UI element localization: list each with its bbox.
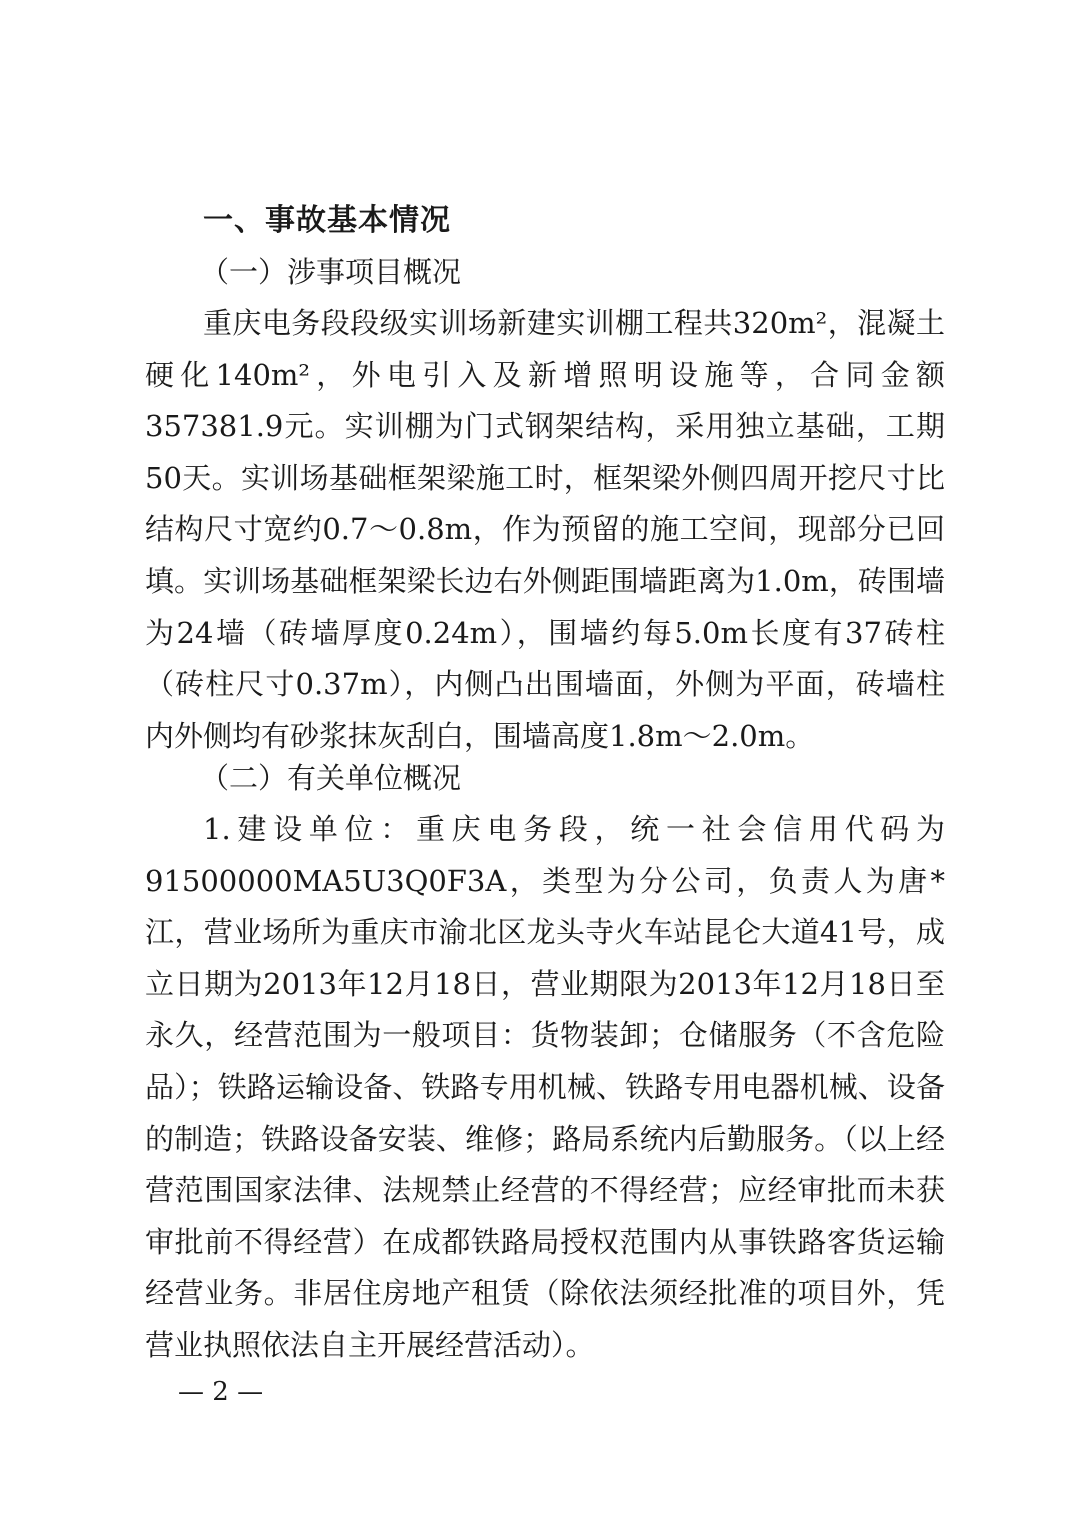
project-overview-paragraph: 重庆电务段段级实训场新建实训棚工程共320m²，混凝土硬化140m²，外电引入及新增照明设施等，合同金额357381.9元。实训棚为门式钢架结构，采用独立基础，工期50天。实训场基础框架梁施工时，框架梁外侧四周开挖尺寸比结构尺寸宽约0.7～0.8m，作为预留的施工空间，现部分已回填。实训场基础框架梁长边右外侧距围墙距离为1.0m，砖围墙为24墙（砖墙厚度0.24m），围墙约每5.0m长度有37砖柱（砖柱尺寸0.37m），内侧凸出围墙面，外侧为平面，砖墙柱内外侧均有砂浆抹灰刮白，围墙高度1.8m～2.0m。 bbox=[145, 306, 945, 753]
section-heading: 一、事故基本情况 bbox=[203, 203, 451, 238]
construction-unit-paragraph: 1.建设单位：重庆电务段，统一社会信用代码为91500000MA5U3Q0F3A，类型为分公司，负责人为唐*江，营业场所为重庆市渝北区龙头寺火车站昆仑大道41号，成立日期为2013年12月18日，营业期限为2013年12月18日至永久，经营范围为一般项目：货物装卸；仓储服务（不含危险品）；铁路运输设备、铁路专用机械、铁路专用电器机械、设备的制造；铁路设备安装、维修；路局系统内后勤服务。（以上经营范围国家法律、法规禁止经营的不得经营；应经审批而未获审批前不得经营）在成都铁路局授权范围内从事铁路客货运输经营业务。非居住房地产租赁（除依法须经批准的项目外，凭营业执照依法自主开展经营活动）。 bbox=[145, 812, 945, 1362]
subsection-heading-project: （一）涉事项目概况 bbox=[200, 255, 462, 289]
page-number: — 2 — bbox=[178, 1377, 264, 1407]
subsection-heading-units: （二）有关单位概况 bbox=[200, 761, 462, 795]
